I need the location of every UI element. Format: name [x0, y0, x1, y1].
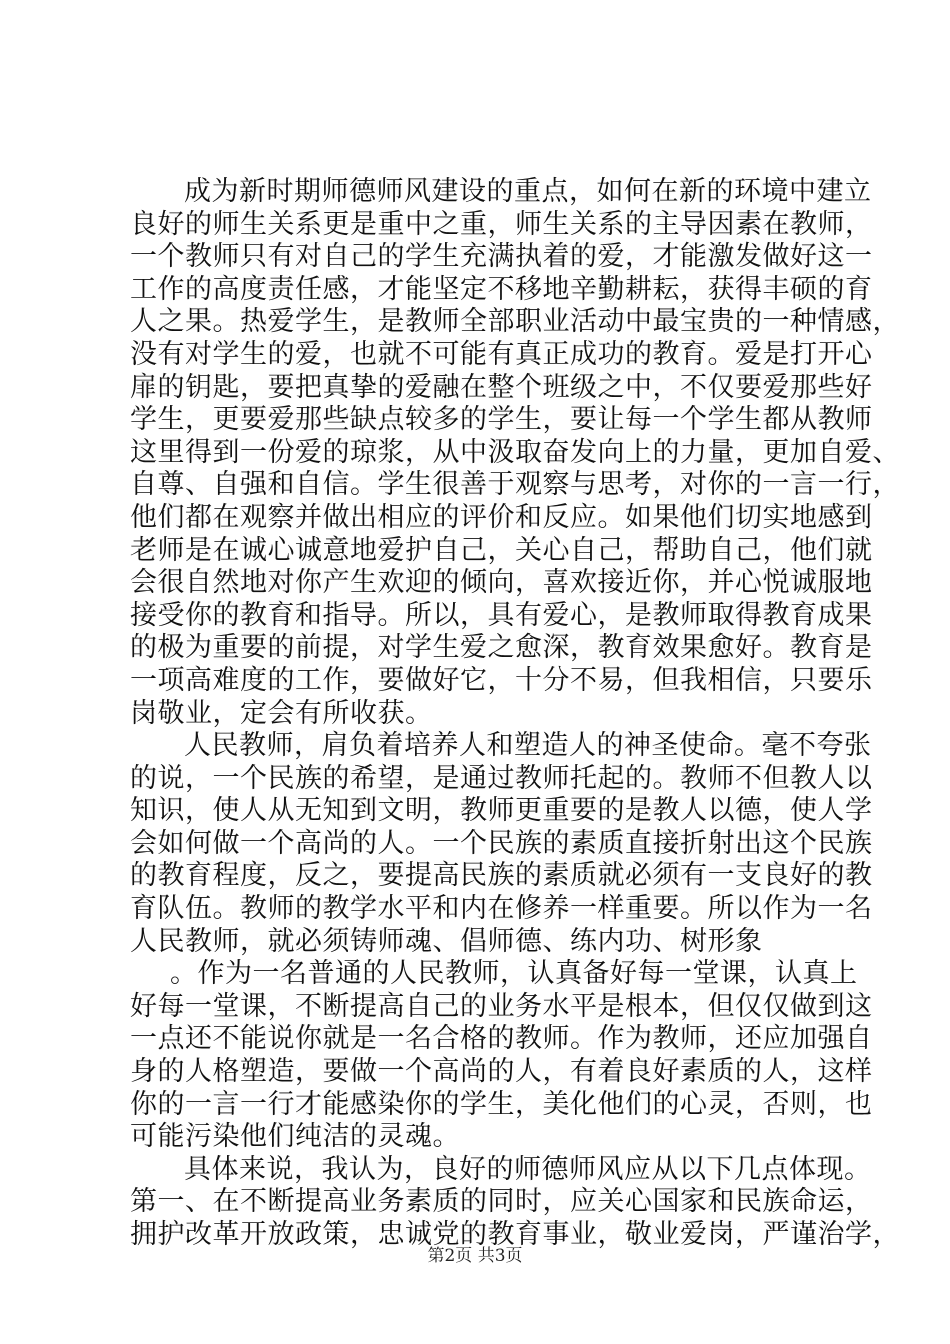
text-line: 好每一堂课，不断提高自己的业务水平是根本，但仅仅做到这 — [130, 990, 873, 1022]
text-line: 工作的高度责任感，才能坚定不移地辛勤耕耘，获得丰硕的育 — [130, 273, 873, 305]
text-line: 知识，使人从无知到文明，教师更重要的是教人以德，使人学 — [130, 795, 873, 827]
text-line: 你的一言一行才能感染你的学生，美化他们的心灵，否则，也 — [130, 1088, 873, 1120]
text-line: 学生，更要爱那些缺点较多的学生，要让每一个学生都从教师 — [130, 404, 873, 436]
page-number-footer: 第2页 共3页 — [427, 1246, 523, 1266]
text-line: 成为新时期师德师风建设的重点，如何在新的环境中建立 — [184, 176, 872, 207]
text-line: 没有对学生的爱，也就不可能有真正成功的教育。爱是打开心 — [130, 338, 873, 370]
text-line: 自尊、自强和自信。学生很善于观察与思考，对你的一言一行， — [130, 469, 900, 501]
text-line: 接受你的教育和指导。所以，具有爱心，是教师取得教育成果 — [130, 599, 873, 631]
text-line: 的极为重要的前提，对学生爱之愈深，教育效果愈好。教育是 — [130, 632, 873, 664]
text-line: 第一、在不断提高业务素质的同时，应关心国家和民族命运， — [130, 1186, 873, 1218]
text-line: 一项高难度的工作，要做好它，十分不易，但我相信，只要乐 — [130, 664, 873, 696]
text-line: 扉的钥匙，要把真挚的爱融在整个班级之中，不仅要爱那些好 — [130, 371, 873, 403]
text-line: 人之果。热爱学生，是教师全部职业活动中最宝贵的一种情感， — [130, 306, 900, 338]
document-body — [130, 176, 900, 1252]
text-line: 一点还不能说你就是一名合格的教师。作为教师，还应加强自 — [130, 1023, 873, 1055]
text-line: 。作为一名普通的人民教师，认真备好每一堂课，认真上 — [170, 958, 858, 990]
text-line: 一个教师只有对自己的学生充满执着的爱，才能激发做好这一 — [130, 241, 873, 273]
text-line: 的说，一个民族的希望，是通过教师托起的。教师不但教人以 — [130, 762, 873, 794]
text-line: 老师是在诚心诚意地爱护自己，关心自己，帮助自己，他们就 — [130, 534, 873, 566]
text-line: 的教育程度，反之，要提高民族的素质就必须有一支良好的教 — [130, 860, 873, 892]
text-line: 会很自然地对你产生欢迎的倾向，喜欢接近你，并心悦诚服地 — [130, 567, 873, 599]
text-line: 具体来说，我认为，良好的师德师风应从以下几点体现。 — [184, 1153, 872, 1185]
text-line: 良好的师生关系更是重中之重，师生关系的主导因素在教师， — [130, 208, 873, 240]
text-line: 这里得到一份爱的琼浆，从中汲取奋发向上的力量，更加自爱、 — [130, 436, 900, 468]
text-line: 人民教师，就必须铸师魂、倡师德、练内功、树形象 — [130, 925, 763, 957]
text-line: 人民教师，肩负着培养人和塑造人的神圣使命。毫不夸张 — [184, 730, 872, 762]
text-line: 他们都在观察并做出相应的评价和反应。如果他们切实地感到 — [130, 501, 873, 533]
text-line: 育队伍。教师的教学水平和内在修养一样重要。所以作为一名 — [130, 893, 873, 925]
text-line: 会如何做一个高尚的人。一个民族的素质直接折射出这个民族 — [130, 827, 873, 859]
text-line: 岗敬业，定会有所收获。 — [130, 697, 433, 729]
text-line: 可能污染他们纯洁的灵魂。 — [130, 1121, 460, 1153]
text-line: 拥护改革开放政策，忠诚党的教育事业，敬业爱岗，严谨治学， — [130, 1219, 900, 1250]
text-line: 身的人格塑造，要做一个高尚的人，有着良好素质的人，这样 — [130, 1056, 873, 1088]
